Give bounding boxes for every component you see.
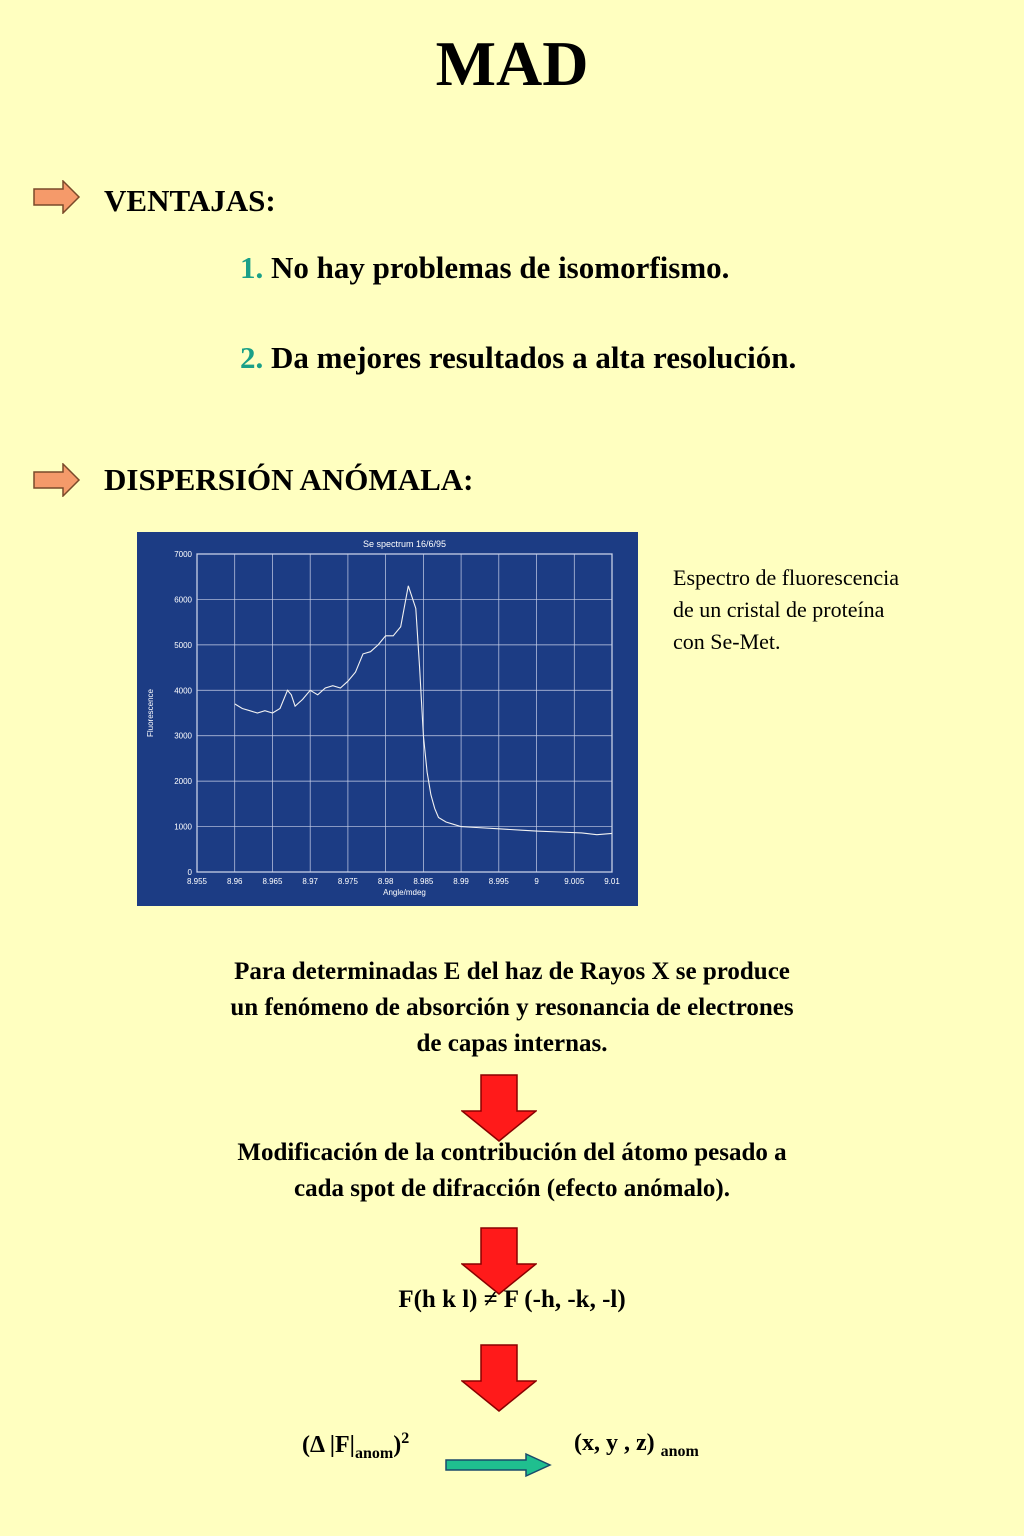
formula-subscript: anom (660, 1442, 699, 1460)
chart-title: Se spectrum 16/6/95 (362, 539, 447, 549)
coordinates-formula (574, 1430, 699, 1461)
modification-paragraph (0, 1135, 1024, 1207)
x-tick-label: 8.965 (262, 877, 283, 886)
caption-line: de un cristal de proteína (673, 597, 885, 622)
chart-svg (137, 532, 638, 906)
y-tick-label: 2000 (174, 777, 192, 787)
paragraph-line: cada spot de difracción (efecto anómalo). (293, 1175, 731, 1202)
paragraph-line: un fenómeno de absorción y resonancia de electrones (230, 994, 794, 1021)
y-tick-label: 3000 (174, 731, 192, 741)
y-tick-label: 6000 (174, 595, 192, 605)
chart-caption (673, 562, 973, 658)
x-tick-label: 8.975 (337, 877, 358, 886)
absorption-paragraph (0, 954, 1024, 1062)
caption-line: Espectro de fluorescencia (673, 565, 899, 590)
paragraph-line: Para determinadas E del haz de Rayos X se produce (234, 958, 790, 985)
item-number: 2. (240, 340, 264, 375)
ventajas-heading: VENTAJAS: (104, 183, 276, 218)
down-arrow-icon (461, 1074, 537, 1142)
x-tick-label: 8.955 (186, 877, 208, 886)
item-text: No hay problemas de isomorfismo. (271, 250, 730, 285)
x-tick-label: 8.98 (377, 877, 394, 886)
fluorescence-chart (137, 532, 638, 906)
y-axis-label: Fluorescence (146, 688, 155, 738)
formula-superscript: 2 (401, 1430, 410, 1447)
x-tick-label: 9.01 (604, 877, 620, 886)
dispersion-heading: DISPERSIÓN ANÓMALA: (104, 462, 474, 497)
x-tick-label: 8.995 (488, 877, 509, 886)
caption-line: con Se-Met. (673, 629, 781, 654)
anomalous-difference-formula (302, 1430, 409, 1463)
paragraph-line: de capas internas. (416, 1030, 608, 1057)
right-arrow-icon (33, 180, 81, 214)
x-axis-label: Angle/mdeg (383, 888, 426, 897)
paragraph-line: Modificación de la contribución del átomo pesado a (237, 1139, 787, 1166)
formula-main: (x, y , z) (574, 1430, 661, 1456)
x-tick-label: 8.97 (302, 877, 318, 886)
y-tick-label: 5000 (174, 640, 192, 650)
y-tick-label: 4000 (174, 686, 192, 696)
page-title: MAD (435, 28, 589, 99)
item-number: 1. (240, 250, 264, 285)
x-tick-label: 9 (534, 877, 539, 886)
right-arrow-icon (444, 1452, 554, 1478)
formula-subscript: anom (354, 1444, 394, 1462)
right-arrow-icon (33, 463, 81, 497)
x-tick-label: 8.99 (453, 877, 469, 886)
formula-close: ) (393, 1432, 402, 1458)
item-text: Da mejores resultados a alta resolución. (271, 340, 797, 375)
down-arrow-icon (461, 1344, 537, 1412)
y-tick-label: 1000 (174, 822, 192, 832)
y-tick-label: 7000 (174, 550, 192, 559)
ventajas-item-1 (240, 250, 729, 286)
formula-open: (Δ |F| (302, 1432, 355, 1458)
ventajas-item-2 (240, 340, 796, 376)
x-tick-label: 8.985 (413, 877, 434, 886)
y-tick-label: 0 (187, 868, 192, 877)
x-tick-label: 8.96 (226, 877, 243, 886)
x-tick-label: 9.005 (564, 877, 585, 886)
friedel-inequality: F(h k l) ≠ F (-h, -k, -l) (398, 1286, 626, 1313)
